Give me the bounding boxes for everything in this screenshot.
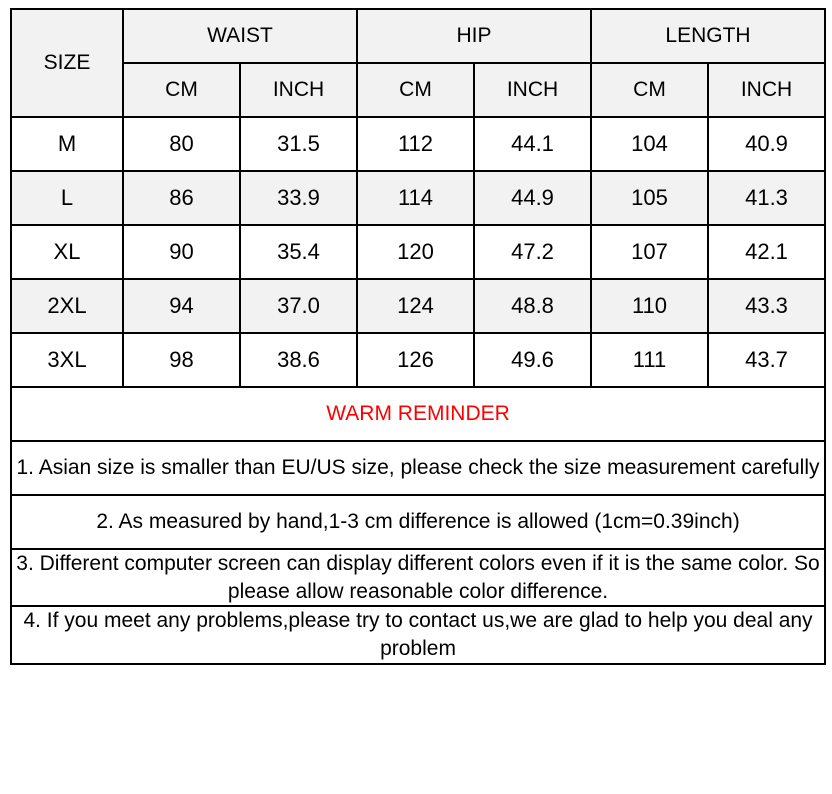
cell-waist-inch: 35.4 <box>240 225 357 279</box>
cell-length-cm: 110 <box>591 279 708 333</box>
cell-length-inch: 40.9 <box>708 117 825 171</box>
cell-hip-inch: 44.9 <box>474 171 591 225</box>
cell-length-cm: 111 <box>591 333 708 387</box>
cell-length-cm: 104 <box>591 117 708 171</box>
cell-waist-cm: 80 <box>123 117 240 171</box>
table-row <box>11 171 825 225</box>
table-row <box>11 117 825 171</box>
reminder-note-1: 1. Asian size is smaller than EU/US size, please check the size measurement carefully <box>11 441 825 495</box>
column-header-length-inch: INCH <box>708 63 825 117</box>
cell-length-inch: 43.7 <box>708 333 825 387</box>
cell-length-cm: 105 <box>591 171 708 225</box>
table-header-row-groups <box>11 9 825 63</box>
cell-hip-cm: 112 <box>357 117 474 171</box>
column-header-waist: WAIST <box>123 9 357 63</box>
reminder-note-row <box>11 549 825 606</box>
reminder-note-4: 4. If you meet any problems,please try to contact us,we are glad to help you deal any problem <box>11 606 825 663</box>
cell-waist-inch: 38.6 <box>240 333 357 387</box>
cell-waist-inch: 31.5 <box>240 117 357 171</box>
cell-size: M <box>11 117 123 171</box>
cell-waist-inch: 33.9 <box>240 171 357 225</box>
column-header-hip-cm: CM <box>357 63 474 117</box>
cell-waist-cm: 86 <box>123 171 240 225</box>
cell-hip-inch: 48.8 <box>474 279 591 333</box>
column-header-waist-inch: INCH <box>240 63 357 117</box>
cell-hip-cm: 124 <box>357 279 474 333</box>
size-chart-table <box>10 8 826 665</box>
column-header-waist-cm: CM <box>123 63 240 117</box>
reminder-note-3: 3. Different computer screen can display different colors even if it is the same color. So please allow reasonable color difference. <box>11 549 825 606</box>
column-header-size: SIZE <box>11 9 123 117</box>
cell-hip-inch: 44.1 <box>474 117 591 171</box>
column-header-hip-inch: INCH <box>474 63 591 117</box>
cell-length-inch: 42.1 <box>708 225 825 279</box>
reminder-note-row <box>11 441 825 495</box>
cell-hip-cm: 120 <box>357 225 474 279</box>
table-header-row-units <box>11 63 825 117</box>
table-row <box>11 333 825 387</box>
reminder-note-row <box>11 495 825 549</box>
cell-hip-cm: 114 <box>357 171 474 225</box>
cell-length-inch: 43.3 <box>708 279 825 333</box>
column-header-length: LENGTH <box>591 9 825 63</box>
reminder-note-2: 2. As measured by hand,1-3 cm difference is allowed (1cm=0.39inch) <box>11 495 825 549</box>
cell-length-inch: 41.3 <box>708 171 825 225</box>
cell-waist-inch: 37.0 <box>240 279 357 333</box>
cell-waist-cm: 94 <box>123 279 240 333</box>
cell-hip-inch: 49.6 <box>474 333 591 387</box>
column-header-length-cm: CM <box>591 63 708 117</box>
warm-reminder-title: WARM REMINDER <box>11 387 825 441</box>
cell-waist-cm: 90 <box>123 225 240 279</box>
table-row <box>11 279 825 333</box>
warm-reminder-row <box>11 387 825 441</box>
column-header-hip: HIP <box>357 9 591 63</box>
cell-size: 2XL <box>11 279 123 333</box>
cell-size: 3XL <box>11 333 123 387</box>
cell-size: L <box>11 171 123 225</box>
cell-length-cm: 107 <box>591 225 708 279</box>
table-row <box>11 225 825 279</box>
cell-hip-inch: 47.2 <box>474 225 591 279</box>
cell-waist-cm: 98 <box>123 333 240 387</box>
reminder-note-row <box>11 606 825 663</box>
cell-hip-cm: 126 <box>357 333 474 387</box>
cell-size: XL <box>11 225 123 279</box>
